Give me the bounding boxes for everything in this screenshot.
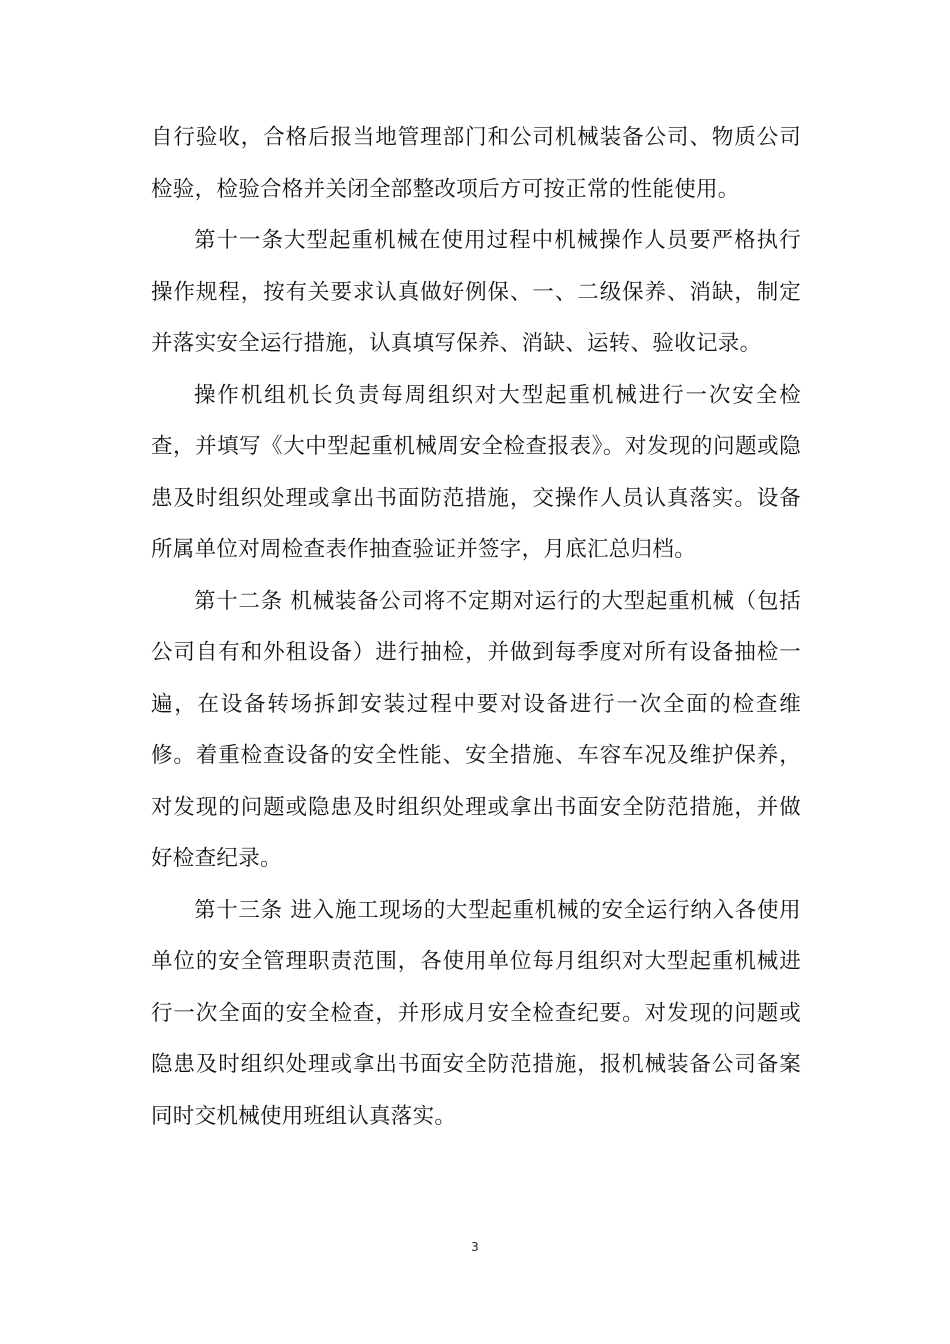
paragraph-article-13: 第十三条 进入施工现场的大型起重机械的安全运行纳入各使用单位的安全管理职责范围，各使用单位每月组织对大型起重机械进行一次全面的安全检查，并形成月安全检查纪要。对发现的问题或隐患及时组织处理或拿出书面安全防范措施，报机械装备公司备案同时交机械使用班组认真落实。 — [151, 897, 801, 1129]
paragraph-continuation: 自行验收，合格后报当地管理部门和公司机械装备公司、物质公司检验，检验合格并关闭全部整改项后方可按正常的性能使用。 — [151, 125, 801, 202]
paragraph-article-12: 第十二条 机械装备公司将不定期对运行的大型起重机械（包括公司自有和外租设备）进行抽检，并做到每季度对所有设备抽检一遍，在设备转场拆卸安装过程中要对设备进行一次全面的检查维修。着重检查设备的安全性能、安全措施、车容车况及维护保养，对发现的问题或隐患及时组织处理或拿出书面安全防范措施，并做好检查纪录。 — [151, 588, 801, 871]
document-body — [151, 112, 801, 1142]
page-number: 3 — [471, 1240, 479, 1254]
paragraph-weekly-inspection: 操作机组机长负责每周组织对大型起重机械进行一次安全检查，并填写《大中型起重机械周安全检查报表》。对发现的问题或隐患及时组织处理或拿出书面防范措施，交操作人员认真落实。设备所属单位对周检查表作抽查验证并签字，月底汇总归档。 — [151, 382, 801, 562]
paragraph-article-11: 第十一条大型起重机械在使用过程中机械操作人员要严格执行操作规程，按有关要求认真做好例保、一、二级保养、消缺，制定并落实安全运行措施，认真填写保养、消缺、运转、验收记录。 — [151, 228, 801, 356]
